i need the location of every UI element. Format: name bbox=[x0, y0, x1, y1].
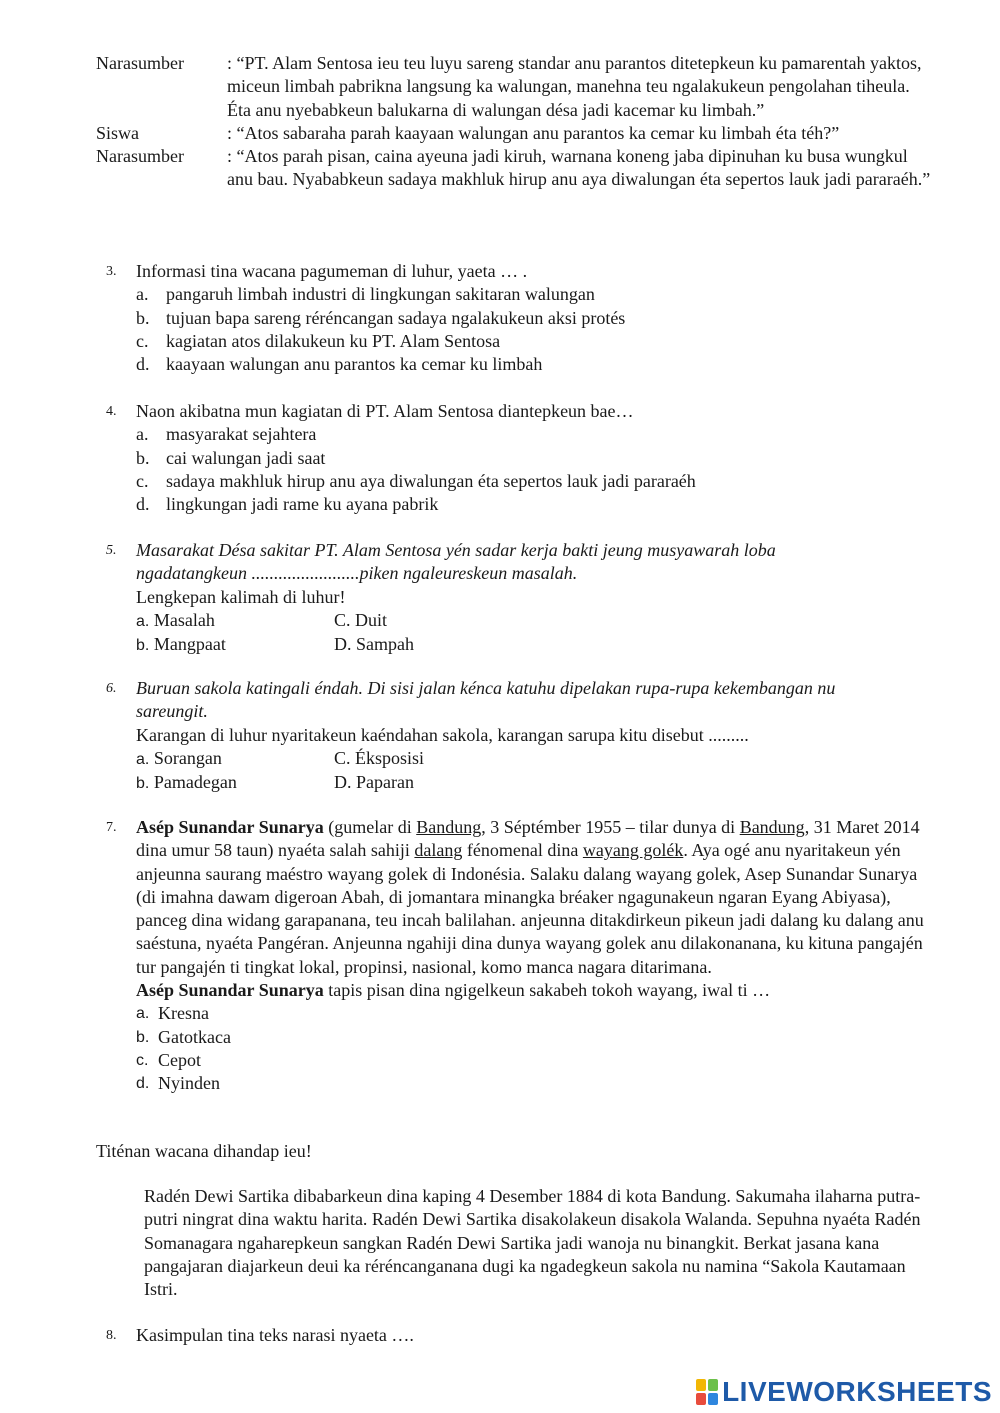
option-a[interactable] bbox=[106, 1002, 936, 1025]
passage-text: , 3 Séptémber 1955 – tilar dunya di bbox=[481, 817, 740, 837]
question-number: 6. bbox=[106, 681, 117, 696]
question-text-continued: sareungit. bbox=[136, 701, 208, 722]
option-letter: a. bbox=[136, 612, 150, 630]
option-text: kagiatan atos dilakukeun ku PT. Alam Sentosa bbox=[166, 330, 501, 351]
question-8 bbox=[106, 1324, 936, 1347]
option-letter: c. bbox=[136, 330, 149, 351]
speaker-label: Siswa bbox=[96, 122, 140, 143]
option-letter: c. bbox=[136, 470, 149, 491]
option-b[interactable] bbox=[106, 1026, 936, 1049]
option-row bbox=[106, 747, 936, 771]
question-number: 7. bbox=[106, 820, 117, 835]
question-number: 4. bbox=[106, 404, 117, 419]
option-text: Pamadegan bbox=[153, 772, 237, 793]
option-d[interactable]: D. Paparan bbox=[334, 772, 414, 793]
brand-text: LIVEWORKSHEETS bbox=[722, 1376, 992, 1408]
option-c[interactable]: C. Éksposisi bbox=[334, 747, 425, 768]
reading-passage: Radén Dewi Sartika dibabarkeun dina kaping 4 Desember 1884 di kota Bandung. Sakumaha ilaharna putra-putri ningrat dina waktu harita. Radén Dewi Sartika disakolakeun disakola Walanda. Sepuhna nyaéta Radén Somanagara ngaharepkeun sangkan Radén Dewi Sartika jadi wanoja nu binangkit. Berkat jasana kana pangajaran diajarkeun deui ka réréncanganana dugi ka ngadegkeun sakola nu namina “Sakola Kautamaan Istri. bbox=[144, 1186, 921, 1300]
question-number: 5. bbox=[106, 543, 117, 558]
option-letter: c. bbox=[136, 1051, 149, 1069]
question-text: Masarakat Désa sakitar PT. Alam Sentosa yén sadar kerja bakti jeung musyawarah loba bbox=[136, 540, 776, 560]
question-4 bbox=[106, 400, 936, 516]
option-d[interactable] bbox=[106, 353, 936, 376]
dialog-text: : “Atos sabaraha parah kaayaan walungan anu parantos ka cemar ku limbah éta téh?” bbox=[227, 122, 840, 143]
passage-text: fénomenal dina bbox=[462, 840, 583, 861]
option-row bbox=[106, 633, 936, 657]
person-name: Asép Sunandar Sunarya bbox=[136, 817, 324, 837]
option-letter: b. bbox=[136, 307, 150, 328]
reading-instruction: Titénan wacana dihandap ieu! bbox=[96, 1141, 312, 1161]
option-letter: b. bbox=[136, 775, 150, 793]
passage-text: , 31 Maret 2014 dina umur 58 taun) nyaéta salah sahiji bbox=[136, 817, 920, 861]
option-b[interactable] bbox=[106, 307, 936, 330]
option-c[interactable] bbox=[106, 470, 936, 493]
option-d[interactable] bbox=[106, 493, 936, 516]
dialog-line bbox=[96, 52, 936, 122]
link-dalang[interactable]: dalang bbox=[414, 840, 463, 861]
option-text: Kresna bbox=[158, 1003, 209, 1024]
question-passage bbox=[136, 816, 936, 979]
option-text: masyarakat sejahtera bbox=[166, 424, 317, 445]
dialog-line bbox=[96, 122, 936, 145]
question-number: 3. bbox=[106, 264, 117, 279]
option-text: tujuan bapa sareng réréncangan sadaya ngalakukeun aksi protés bbox=[166, 307, 626, 328]
option-letter: d. bbox=[136, 354, 150, 375]
question-rest: tapis pisan dina ngigelkeun sakabeh tokoh wayang, iwal ti … bbox=[323, 980, 771, 1001]
option-letter: a. bbox=[136, 284, 149, 305]
option-c[interactable]: C. Duit bbox=[334, 609, 388, 630]
dialog-block bbox=[96, 52, 936, 192]
question-6 bbox=[106, 677, 936, 795]
option-text: Cepot bbox=[158, 1049, 201, 1070]
option-letter: b. bbox=[136, 637, 150, 655]
option-c[interactable] bbox=[106, 330, 936, 353]
option-b[interactable] bbox=[136, 771, 334, 795]
question-text: Kasimpulan tina teks narasi nyaeta …. bbox=[136, 1325, 414, 1345]
link-wayang-golek[interactable]: wayang golék bbox=[582, 840, 684, 861]
option-a[interactable] bbox=[106, 423, 936, 446]
option-letter: b. bbox=[136, 447, 150, 468]
option-letter: a. bbox=[136, 424, 149, 445]
option-b[interactable] bbox=[106, 447, 936, 470]
option-letter: d. bbox=[136, 494, 150, 515]
speaker-label: Narasumber bbox=[96, 53, 184, 73]
option-row bbox=[106, 771, 936, 795]
question-7 bbox=[106, 816, 936, 1096]
dialog-text: : “PT. Alam Sentosa ieu teu luyu sareng standar anu parantos ditetepkeun ku pamarentah yaktos, miceun limbah pabrikna langsung ka walungan, manehna teu ngalakukeun pengolahan tiheula. Éta anu nyebabkeun balukarna di walungan désa jadi kacemar ku limbah.” bbox=[227, 53, 922, 120]
question-text: Buruan sakola katingali éndah. Di sisi jalan kénca katuhu dipelakan rupa-rupa kekembangan nu bbox=[136, 678, 836, 698]
option-text: sadaya makhluk hirup anu aya diwalungan éta sepertos lauk jadi pararaéh bbox=[166, 470, 696, 491]
passage-text: . Aya ogé anu nyaritakeun yén anjeunna saurang maéstro wayang golek di Indonésia. Salaku dalang wayang golek, Asep Sunandar Sunarya (di imahna dawam digeroan Abah, di jomantara minangka bréaker ngagunakeun ngaran Eyang Abiyasa), panceg dina widang garapanana, teu incah balilahan. anjeunna ditakdirkeun pikeun jadi dalang ku dalang anu saéstuna, nyaéta Pangéran. Anjeunna ngahiji dina dunya wayang golek anu dilakonanana, ku kituna pangajén tur pangajén ti tingkat lokal, propinsi, nasional, komo manca nagara ditarimana. bbox=[136, 840, 924, 977]
question-text: Informasi tina wacana pagumeman di luhur, yaeta … . bbox=[136, 261, 528, 281]
option-d[interactable]: D. Sampah bbox=[334, 634, 414, 655]
option-letter: d. bbox=[136, 1075, 150, 1093]
option-text: kaayaan walungan anu parantos ka cemar ku limbah bbox=[166, 354, 543, 375]
option-text: Nyinden bbox=[158, 1073, 220, 1094]
person-name: Asép Sunandar Sunarya bbox=[136, 980, 324, 1001]
question-number: 8. bbox=[106, 1328, 117, 1343]
option-text: Sorangan bbox=[153, 747, 222, 768]
option-text: Mangpaat bbox=[153, 634, 226, 655]
option-letter: b. bbox=[136, 1028, 150, 1046]
option-a[interactable] bbox=[136, 609, 334, 633]
option-b[interactable] bbox=[136, 633, 334, 657]
link-bandung[interactable]: Bandung bbox=[416, 817, 482, 837]
question-text: Naon akibatna mun kagiatan di PT. Alam Sentosa diantepkeun bae… bbox=[136, 401, 634, 421]
option-text: Masalah bbox=[153, 609, 215, 630]
question-instruction: Lengkepan kalimah di luhur! bbox=[136, 586, 346, 607]
option-text: cai walungan jadi saat bbox=[166, 447, 326, 468]
option-letter: a. bbox=[136, 750, 150, 768]
question-text bbox=[106, 979, 936, 1002]
option-c[interactable] bbox=[106, 1049, 936, 1072]
liveworksheets-logo bbox=[696, 1376, 992, 1408]
option-d[interactable] bbox=[106, 1072, 936, 1095]
question-5 bbox=[106, 539, 936, 657]
option-text: pangaruh limbah industri di lingkungan sakitaran walungan bbox=[166, 284, 595, 305]
passage-text: (gumelar di bbox=[323, 817, 417, 837]
dialog-text: : “Atos parah pisan, caina ayeuna jadi kiruh, warnana koneng jaba dipinuhan ku busa wungkul anu bau. Nyababkeun sadaya makhluk hirup anu aya diwalungan éta sepertos lauk jadi pararaéh.” bbox=[227, 146, 931, 190]
question-3 bbox=[106, 260, 936, 376]
question-text-continued: ngadatangkeun ........................piken ngaleureskeun masalah. bbox=[136, 563, 578, 584]
question-instruction: Karangan di luhur nyaritakeun kaéndahan sakola, karangan sarupa kitu disebut ......... bbox=[136, 724, 749, 745]
option-text: lingkungan jadi rame ku ayana pabrik bbox=[166, 494, 439, 515]
option-letter: a. bbox=[136, 1005, 150, 1023]
link-bandung[interactable]: Bandung bbox=[739, 817, 805, 837]
option-a[interactable] bbox=[136, 747, 334, 771]
option-row bbox=[106, 609, 936, 633]
option-text: Gatotkaca bbox=[158, 1026, 231, 1047]
speaker-label: Narasumber bbox=[96, 146, 184, 167]
logo-mark-icon bbox=[696, 1379, 718, 1405]
dialog-line bbox=[96, 145, 936, 192]
option-a[interactable] bbox=[106, 283, 936, 306]
